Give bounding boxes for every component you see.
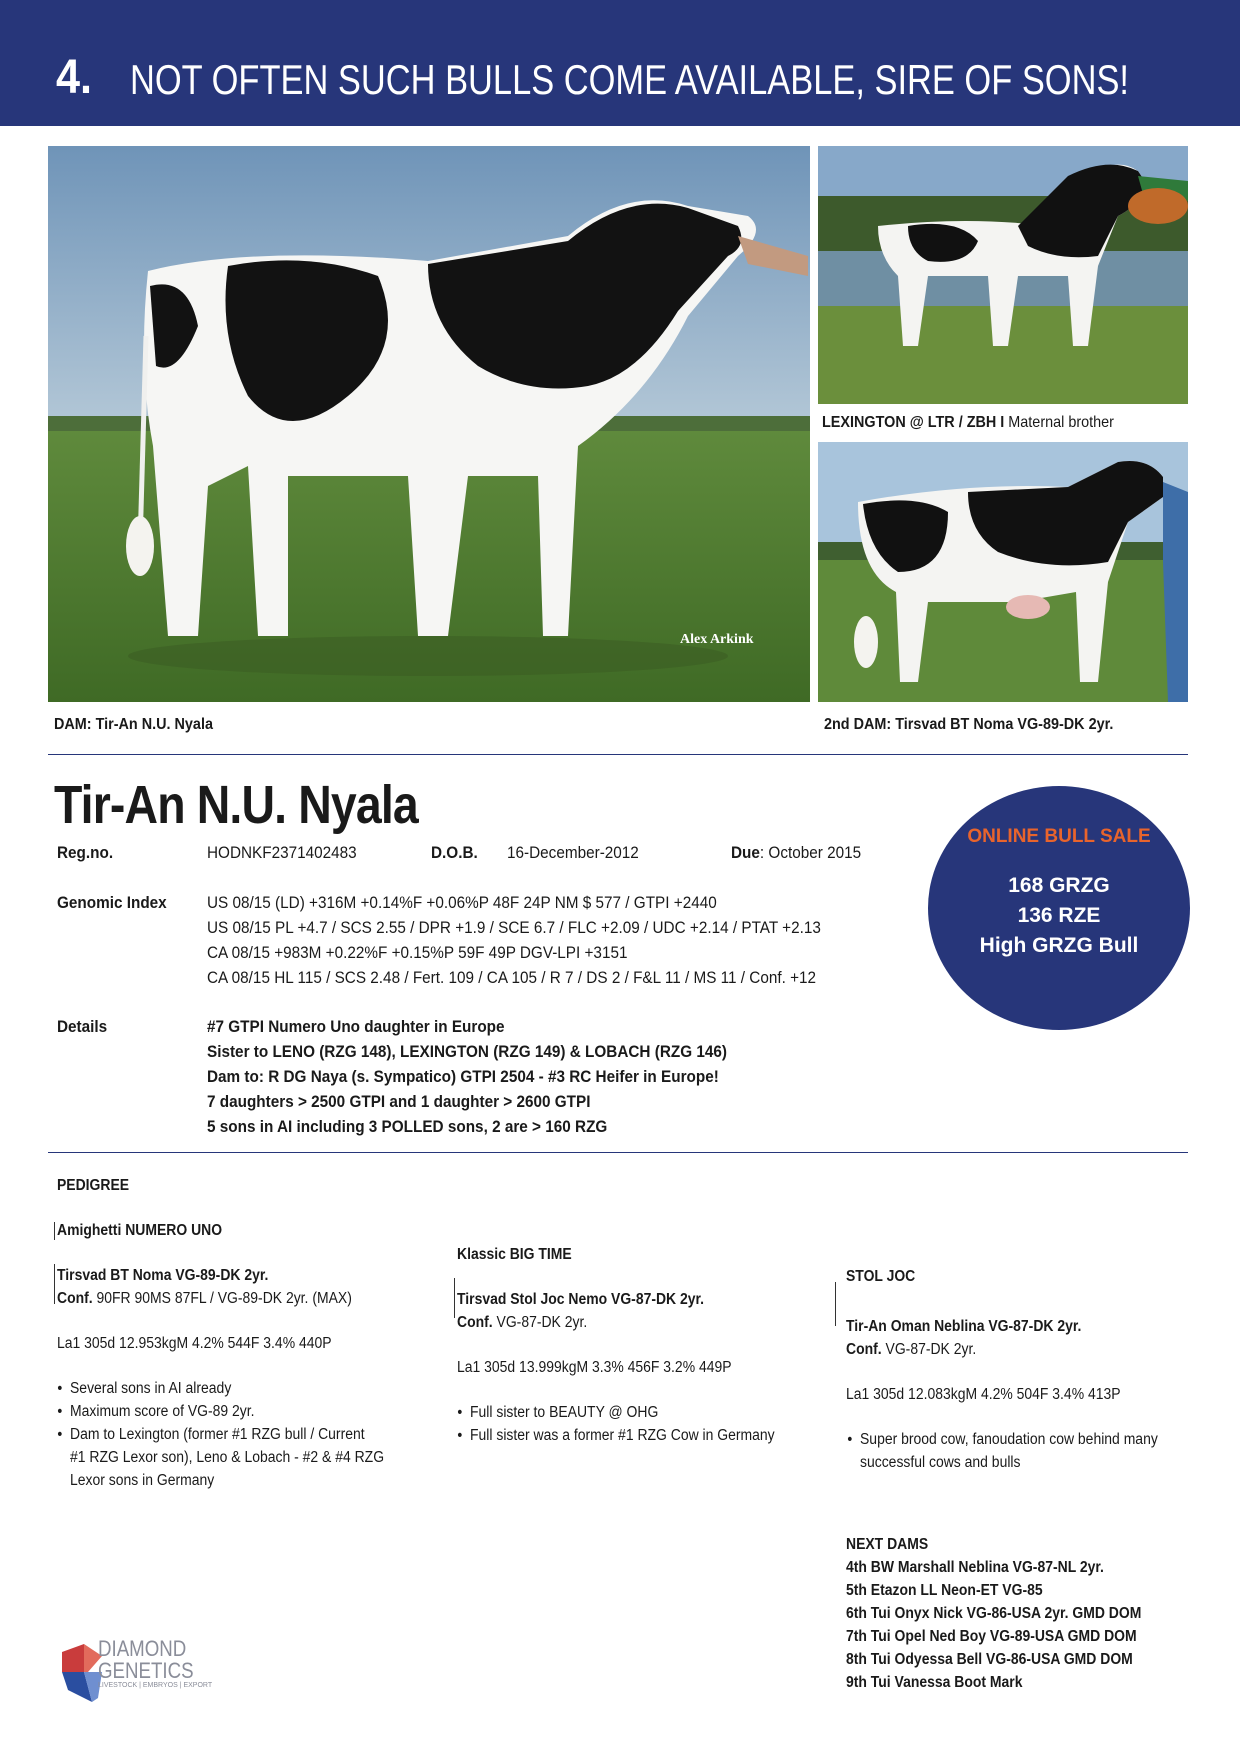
col3-lactation: La1 305d 12.083kgM 4.2% 504F 3.4% 413P	[846, 1386, 1121, 1403]
maternal-brother-photo	[818, 146, 1188, 404]
col2-conf-value: VG-87-DK 2yr.	[492, 1314, 588, 1331]
col3-dam: Tir-An Oman Neblina VG-87-DK 2yr.	[846, 1318, 1082, 1335]
col1-sire: Amighetti NUMERO UNO	[57, 1222, 223, 1239]
col1-bullet-continued: Lexor sons in Germany	[70, 1472, 215, 1489]
col3-conf-value: VG-87-DK 2yr.	[881, 1341, 977, 1358]
pedigree-label: PEDIGREE	[57, 1177, 130, 1194]
second-dam-photo	[818, 442, 1188, 702]
photo-credit: Alex Arkink	[680, 632, 754, 647]
col2-conf	[457, 1314, 587, 1332]
col1-lactation: La1 305d 12.953kgM 4.2% 544F 3.4% 440P	[57, 1335, 332, 1352]
dob-label: D.O.B.	[431, 843, 478, 862]
col2-dam: Tirsvad Stol Joc Nemo VG-87-DK 2yr.	[457, 1291, 705, 1308]
reg-value: HODNKF2371402483	[207, 843, 357, 862]
maternal-brother-caption	[822, 414, 1114, 432]
next-dam: 7th Tui Opel Ned Boy VG-89-USA GMD DOM	[846, 1628, 1137, 1645]
col3-conf	[846, 1341, 976, 1359]
company-logo	[58, 1636, 238, 1716]
next-dam: 8th Tui Odyessa Bell VG-86-USA GMD DOM	[846, 1651, 1133, 1668]
col2-conf-label: Conf.	[457, 1314, 493, 1331]
dam-cow-image	[48, 146, 810, 702]
page-header	[0, 0, 1240, 126]
col1-dam: Tirsvad BT Noma VG-89-DK 2yr.	[57, 1267, 269, 1284]
dam-photo	[48, 146, 810, 702]
pedigree-connector	[54, 1222, 55, 1240]
header-title: NOT OFTEN SUCH BULLS COME AVAILABLE, SIRE OF SONS!	[130, 56, 1130, 103]
col1-conf	[57, 1290, 352, 1308]
due-field	[731, 843, 861, 863]
next-dams-label: NEXT DAMS	[846, 1536, 929, 1553]
details-line: 5 sons in AI including 3 POLLED sons, 2 are > 160 RZG	[207, 1117, 608, 1136]
col2-bullet: • Full sister was a former #1 RZG Cow in Germany	[470, 1427, 775, 1445]
col1-conf-value: 90FR 90MS 87FL / VG-89-DK 2yr. (MAX)	[92, 1290, 352, 1307]
details-line: #7 GTPI Numero Uno daughter in Europe	[207, 1017, 505, 1036]
genomic-line: CA 08/15 +983M +0.22%F +0.15%P 59F 49P DGV-LPI +3151	[207, 943, 628, 962]
due-value: : October 2015	[759, 843, 862, 862]
col3-sire: STOL JOC	[846, 1268, 916, 1285]
animal-name: Tir-An N.U. Nyala	[54, 775, 418, 835]
genomic-line: US 08/15 (LD) +316M +0.14%F +0.06%P 48F 24P NM $ 577 / GTPI +2440	[207, 893, 717, 912]
next-dam: 4th BW Marshall Neblina VG-87-NL 2yr.	[846, 1559, 1104, 1576]
col2-bullet: • Full sister to BEAUTY @ OHG	[470, 1404, 658, 1422]
dob-value: 16-December-2012	[507, 843, 639, 862]
badge-title: ONLINE BULL SALE	[967, 826, 1151, 847]
badge-grzg: 168 GRZG	[1008, 874, 1110, 897]
details-line: 7 daughters > 2500 GTPI and 1 daughter > 2600 GTPI	[207, 1092, 591, 1111]
col1-conf-label: Conf.	[57, 1290, 93, 1307]
divider-top	[48, 754, 1188, 755]
bull-image	[818, 146, 1188, 404]
next-dam: 6th Tui Onyx Nick VG-86-USA 2yr. GMD DOM	[846, 1605, 1142, 1622]
logo-text-line2: GENETICS	[98, 1658, 194, 1683]
badge-rze: 136 RZE	[1017, 904, 1101, 927]
due-label: Due	[731, 843, 760, 862]
pedigree-connector	[54, 1264, 55, 1304]
sale-badge	[928, 786, 1190, 1030]
col1-bullet: • Maximum score of VG-89 2yr.	[70, 1403, 255, 1421]
next-dam: 9th Tui Vanessa Boot Mark	[846, 1674, 1023, 1691]
genomic-line: US 08/15 PL +4.7 / SCS 2.55 / DPR +1.9 / SCE 6.7 / FLC +2.09 / UDC +2.14 / PTAT +2.13	[207, 918, 821, 937]
pedigree-connector	[454, 1278, 455, 1318]
col1-bullet: • Dam to Lexington (former #1 RZG bull / Current	[70, 1426, 365, 1444]
details-line: Sister to LENO (RZG 148), LEXINGTON (RZG 149) & LOBACH (RZG 146)	[207, 1042, 727, 1061]
col2-sire: Klassic BIG TIME	[457, 1246, 572, 1263]
second-dam-caption: 2nd DAM: Tirsvad BT Noma VG-89-DK 2yr.	[824, 716, 1114, 733]
logo-text-line1: DIAMOND	[98, 1636, 187, 1661]
lot-number: 4.	[56, 51, 93, 104]
maternal-brother-caption-plain: Maternal brother	[1004, 414, 1114, 431]
logo-tagline: LIVESTOCK | EMBRYOS | EXPORT	[98, 1682, 213, 1689]
col3-bullet: • Super brood cow, fanoudation cow behind many	[860, 1431, 1158, 1449]
genomic-label: Genomic Index	[57, 893, 167, 912]
col3-conf-label: Conf.	[846, 1341, 882, 1358]
second-dam-cow-image	[818, 442, 1188, 702]
col3-bullet-continued: successful cows and bulls	[860, 1454, 1021, 1471]
pedigree-connector	[835, 1282, 836, 1326]
maternal-brother-caption-bold: LEXINGTON @ LTR / ZBH I	[822, 414, 1005, 431]
col1-bullet-continued: #1 RZG Lexor son), Leno & Lobach - #2 & #4 RZG	[70, 1449, 385, 1466]
details-label: Details	[57, 1017, 108, 1036]
col1-bullet: • Several sons in AI already	[70, 1380, 231, 1398]
dam-caption: DAM: Tir-An N.U. Nyala	[54, 716, 213, 733]
next-dam: 5th Etazon LL Neon-ET VG-85	[846, 1582, 1043, 1599]
col2-lactation: La1 305d 13.999kgM 3.3% 456F 3.2% 449P	[457, 1359, 732, 1376]
divider-bottom	[48, 1152, 1188, 1153]
details-line: Dam to: R DG Naya (s. Sympatico) GTPI 2504 - #3 RC Heifer in Europe!	[207, 1067, 719, 1086]
genomic-line: CA 08/15 HL 115 / SCS 2.48 / Fert. 109 / CA 105 / R 7 / DS 2 / F&L 11 / MS 11 / Conf. +12	[207, 968, 817, 987]
badge-note: High GRZG Bull	[979, 934, 1139, 957]
reg-label: Reg.no.	[57, 843, 114, 862]
